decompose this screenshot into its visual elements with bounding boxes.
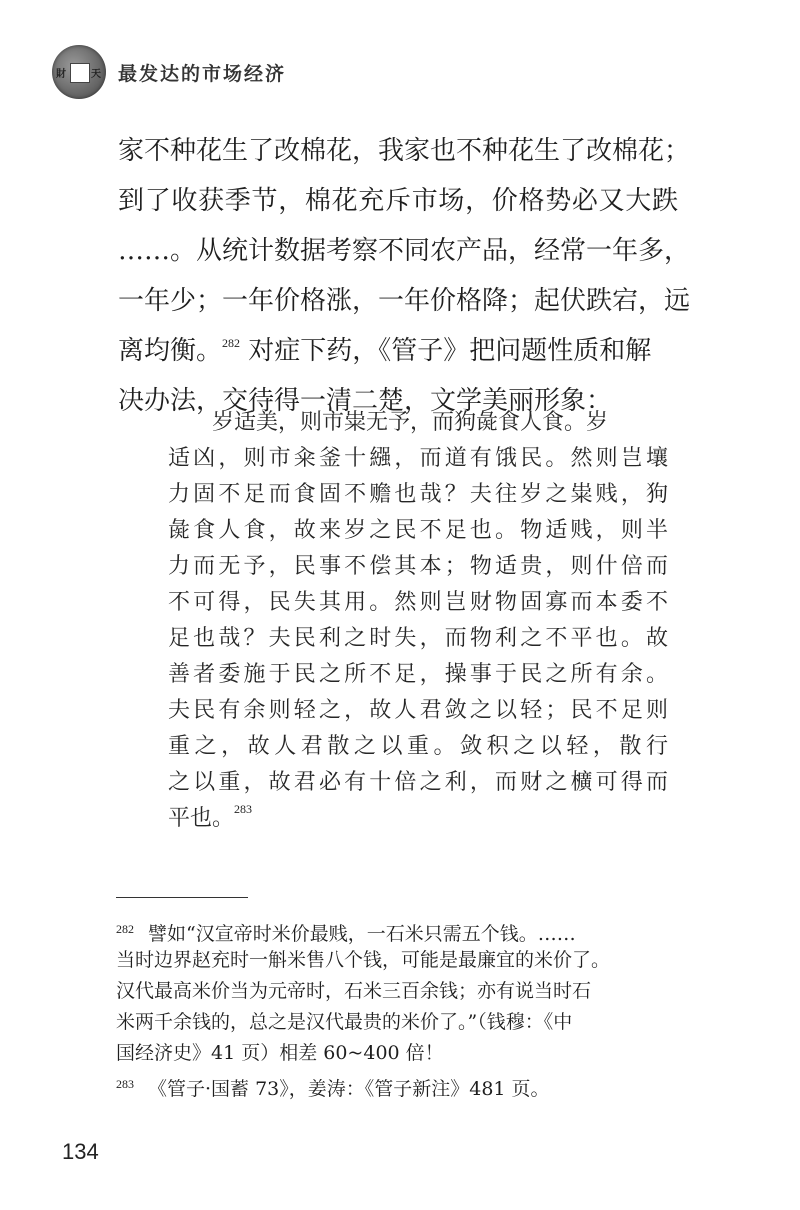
coin-logo-icon — [52, 45, 106, 99]
quote-last-text: 平也。 — [168, 806, 235, 831]
quote-line-3: 力固不足而食固不赡也哉？夫往岁之粜贱，狗 — [168, 482, 668, 507]
footnote-282-line-3: 汉代最高米价当为元帝时，石米三百余钱；亦有说当时石 — [116, 980, 592, 1002]
quote-line-2: 适凶，则市籴釜十繦，而道有饿民。然则岂壤 — [168, 446, 668, 471]
quote-line-12 — [168, 801, 668, 837]
quote-line-9: 夫民有余则轻之，故人君敛之以轻；民不足则 — [168, 698, 668, 723]
quote-line-4: 彘食人食，故来岁之民不足也。物适贱，则半 — [168, 518, 668, 543]
footnote-ref-282[interactable]: 282 — [222, 336, 241, 350]
quote-line-6: 不可得，民失其用。然则岂财物固寡而本委不 — [168, 590, 668, 615]
chapter-title: 最发达的市场经济 — [118, 62, 287, 85]
footnote-282-text-1: 譬如“汉宣帝时米价最贱，一石米只需五个钱。…… — [148, 923, 576, 945]
body-line-3: ……。从统计数据考察不同农产品，经常一年多， — [118, 236, 691, 266]
footnote-divider — [116, 897, 248, 898]
footnote-282-line-2: 当时边界赵充时一斛米售八个钱，可能是最廉宜的米价了。 — [116, 949, 611, 971]
page-number: 134 — [62, 1139, 99, 1164]
footnote-283-line-1 — [116, 1069, 674, 1100]
body-line-5 — [118, 326, 678, 376]
footnote-282-line-1 — [116, 914, 674, 945]
quote-line-8: 善者委施于民之所不足，操事于民之所有余。 — [168, 662, 668, 687]
running-header — [52, 44, 286, 100]
footnote-282-number: 282 — [116, 922, 134, 936]
body-line-2: 到了收获季节，棉花充斥市场，价格势必又大跌 — [118, 186, 678, 216]
coin-seal-right: 天 — [91, 69, 101, 80]
footnotes — [116, 914, 674, 1100]
footnote-282-line-5: 国经济史》41 页）相差 60~400 倍！ — [116, 1042, 444, 1064]
body-line-1: 家不种花生了改棉花，我家也不种花生了改棉花； — [118, 136, 691, 166]
coin-seal-left: 財 — [56, 69, 66, 80]
body-line-4: 一年少；一年价格涨，一年价格降；起伏跌宕，远 — [118, 286, 691, 316]
quote-line-10: 重之，故人君散之以重。敛积之以轻，散行 — [168, 734, 668, 759]
quote-line-7: 足也哉？夫民利之时失，而物利之不平也。故 — [168, 626, 668, 651]
main-paragraph — [118, 126, 691, 426]
block-quote — [168, 405, 668, 837]
quote-line-5: 力而无予，民事不偿其本；物适贵，则什倍而 — [168, 554, 668, 579]
quote-line-11: 之以重，故君必有十倍之利，而财之櫎可得而 — [168, 770, 668, 795]
footnote-283-text: 《管子·国蓄 73》，姜涛：《管子新注》481 页。 — [148, 1078, 550, 1100]
footnote-282-line-4: 米两千余钱的，总之是汉代最贵的米价了。”（钱穆：《中 — [116, 1011, 573, 1033]
footnote-283-number: 283 — [116, 1077, 134, 1091]
footnote-ref-283[interactable]: 283 — [234, 802, 253, 816]
body-line-5-rest: 对症下药，《管子》把问题性质和解 — [240, 336, 652, 366]
quote-line-1: 岁适美，则市粜无予，而狗彘食人食。岁 — [212, 410, 609, 435]
coin-square-hole — [70, 63, 90, 83]
body-line-6: 决办法，交待得一清二楚，文学美丽形象： — [118, 386, 613, 416]
body-line-5-start: 离均衡。 — [118, 336, 223, 366]
